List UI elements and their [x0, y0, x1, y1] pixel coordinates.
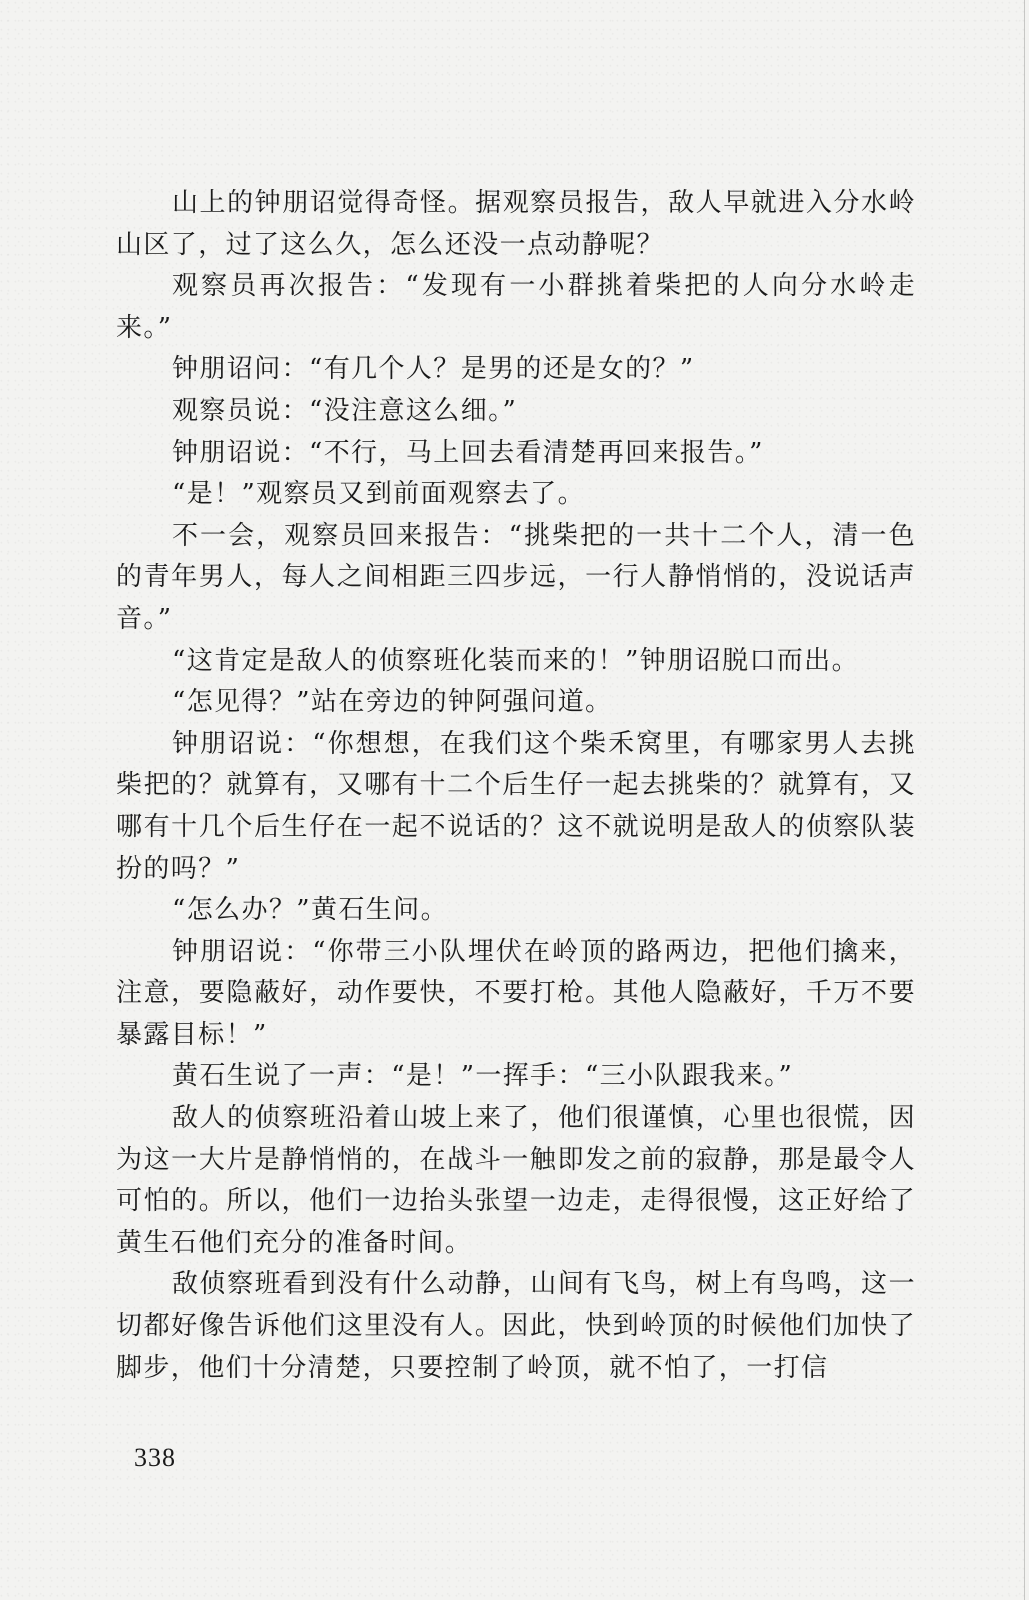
- paragraph: 敌人的侦察班沿着山坡上来了，他们很谨慎，心里也很慌，因为这一大片是静悄悄的，在战斗一触即发之前的寂静，那是最令人可怕的。所以，他们一边抬头张望一边走，走得很慢，这正好给了黄生石他们充分的准备时间。: [116, 1103, 916, 1258]
- paragraph: “怎见得？”站在旁边的钟阿强问道。: [172, 687, 613, 718]
- page-edge-divider: [1024, 0, 1025, 1600]
- paragraph: 黄石生说了一声：“是！”一挥手：“三小队跟我来。”: [172, 1061, 794, 1092]
- paragraph: 钟朋诏问：“有几个人？是男的还是女的？”: [172, 354, 695, 385]
- paragraph: “这肯定是敌人的侦察班化装而来的！”钟朋诏脱口而出。: [172, 645, 859, 676]
- paragraph: 钟朋诏说：“你带三小队埋伏在岭顶的路两边，把他们擒来，注意，要隐蔽好，动作要快，不要打枪。其他人隐蔽好，千万不要暴露目标！”: [116, 936, 916, 1050]
- paragraph: 钟朋诏说：“你想想，在我们这个柴禾窝里，有哪家男人去挑柴把的？就算有，又哪有十二个后生仔一起去挑柴的？就算有，又哪有十几个后生仔在一起不说话的？这不就说明是敌人的侦察队装扮的吗？”: [116, 728, 916, 884]
- paragraph: 钟朋诏说：“不行，马上回去看清楚再回来报告。”: [172, 437, 764, 468]
- paragraph: 观察员说：“没注意这么细。”: [172, 395, 518, 426]
- paragraph: 不一会，观察员回来报告：“挑柴把的一共十二个人，清一色的青年男人，每人之间相距三四步远，一行人静悄悄的，没说话声音。”: [116, 520, 916, 634]
- paragraph: “是！”观察员又到前面观察去了。: [172, 479, 585, 510]
- body-text: [116, 183, 916, 1389]
- paragraph: 观察员再次报告：“发现有一小群挑着柴把的人向分水岭走来。”: [116, 271, 916, 343]
- paragraph: 敌侦察班看到没有什么动静，山间有飞鸟，树上有鸟鸣，这一切都好像告诉他们这里没有人。因此，快到岭顶的时候他们加快了脚步，他们十分清楚，只要控制了岭顶，就不怕了，一打信: [116, 1269, 916, 1383]
- page-number: 338: [134, 1443, 176, 1472]
- paragraph: 山上的钟朋诏觉得奇怪。据观察员报告，敌人早就进入分水岭山区了，过了这么久，怎么还没一点动静呢？: [116, 188, 916, 260]
- paragraph: “怎么办？”黄石生问。: [172, 895, 448, 926]
